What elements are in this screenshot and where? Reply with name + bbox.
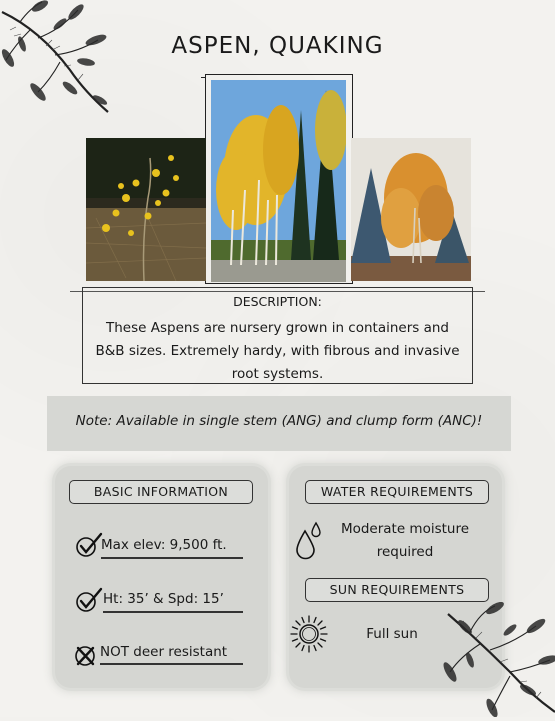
photo-aspen-sapling	[86, 138, 206, 281]
item-underline	[101, 557, 243, 559]
basic-info-item: Ht: 35’ & Spd: 15’	[103, 591, 224, 607]
sun-requirement-text: Full sun	[366, 626, 418, 642]
basic-info-item: NOT deer resistant	[100, 644, 228, 660]
page-title: ASPEN, QUAKING	[171, 33, 384, 59]
availability-note: Note: Available in single stem (ANG) and clump form (ANC)!	[75, 413, 483, 429]
sun-icon	[289, 614, 329, 654]
x-circle-icon	[73, 642, 99, 668]
description-text: These Aspens are nursery grown in containers and B&B sizes. Extremely hardy, with fibrous and invasive root systems.	[95, 320, 460, 382]
water-drops-icon	[294, 521, 324, 561]
photo-aspen-landscape	[351, 138, 471, 281]
description-label: DESCRIPTION:	[233, 294, 322, 309]
basic-info-item: Max elev: 9,500 ft.	[101, 537, 227, 553]
check-circle-icon	[74, 531, 104, 559]
basic-info-heading: BASIC INFORMATION	[69, 480, 253, 504]
water-requirement-text: Moderate moisture required	[340, 521, 470, 560]
check-circle-icon	[74, 586, 104, 614]
botanical-sketch-top-left	[0, 0, 115, 118]
photo-frame-corner	[201, 77, 205, 78]
item-underline	[100, 663, 243, 665]
item-underline	[103, 611, 243, 613]
water-heading: WATER REQUIREMENTS	[305, 480, 489, 504]
botanical-sketch-bottom-right	[440, 602, 555, 717]
photo-aspen-grove	[211, 80, 346, 282]
sun-heading: SUN REQUIREMENTS	[305, 578, 489, 602]
